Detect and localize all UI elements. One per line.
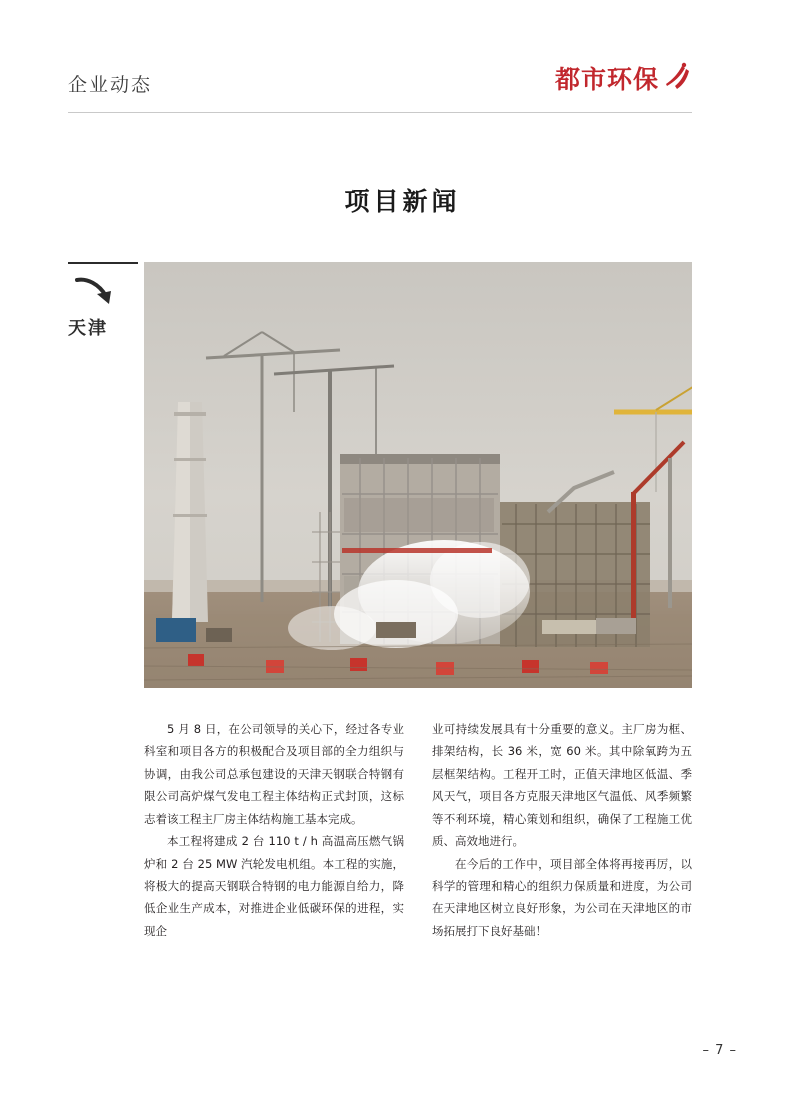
article-column-right [432, 718, 692, 942]
page-header [68, 62, 692, 114]
page-title: 项目新闻 [344, 187, 461, 216]
article-body [144, 718, 692, 942]
paragraph: 业可持续发展具有十分重要的意义。主厂房为框、排架结构，长 36 米，宽 60 米。其中除氧跨为五层框架结构。工程开工时，正值天津地区低温、季风天气，项目各方克服天津地区气温低、风季频繁等不利环境，精心策划和组织，确保了工程施工优质、高效地进行。 [432, 722, 692, 849]
article-column-left [144, 718, 404, 942]
section-label: 企业动态 [68, 74, 153, 96]
header-divider [68, 112, 692, 113]
brand-name: 都市环保 [554, 65, 659, 94]
paragraph: 5 月 8 日，在公司领导的关心下，经过各专业科室和项目各方的积极配合及项目部的全力组织与协调，由我公司总承包建设的天津天钢联合特钢有限公司高炉煤气发电工程主体结构正式封顶，这标志着该工程主厂房主体结构施工基本完成。 [144, 722, 404, 826]
location-label: 天津 [68, 318, 108, 339]
page-number: – 7 – [702, 1043, 737, 1058]
location-divider [68, 262, 138, 264]
wind-swirl-logo-icon [662, 62, 692, 92]
paragraph: 在今后的工作中，项目部全体将再接再厉，以科学的管理和精心的组织力保质量和进度，为公司在天津地区树立良好形象，为公司在天津地区的市场拓展打下良好基础！ [432, 856, 692, 938]
construction-site-photo [144, 262, 692, 688]
brand-logo [555, 62, 692, 92]
paragraph: 本工程将建成 2 台 110 t / h 高温高压燃气锅炉和 2 台 25 MW 汽轮发电机组。本工程的实施，将极大的提高天钢联合特钢的电力能源自给力，降低企业生产成本，对推进企业低碳环保的进程，实现企 [144, 834, 404, 938]
